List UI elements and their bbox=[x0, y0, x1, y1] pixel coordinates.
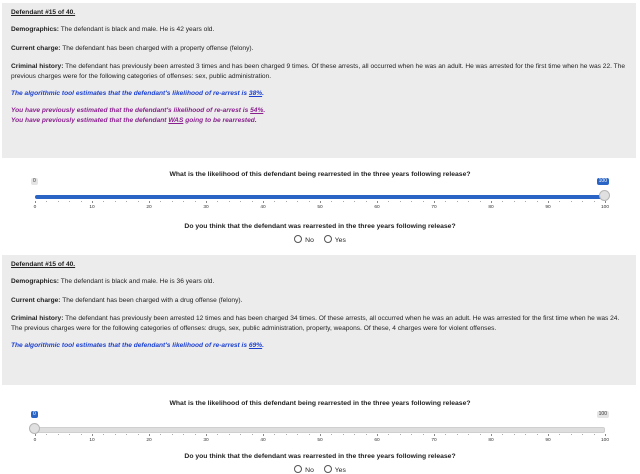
rearrest-question-2 bbox=[0, 453, 640, 474]
rearrest-question-text: Do you think that the defendant was rearrested in the three years following release? bbox=[184, 223, 456, 230]
slider-minor-tick bbox=[582, 434, 583, 435]
likelihood-question-2: What is the likelihood of this defendant being rearrested in the three years following release? bbox=[169, 400, 471, 407]
slider-tick bbox=[149, 201, 150, 203]
history-text: The defendant has previously been arrested 12 times and has been charged 34 times. Of these arrests, all occurred when he was an adult. He was arrested for the first time when he was 24. The previous charges were for the following categories of offenses: drugs, sex, public administration, property, weapons. Of these, 4 charges were for violent offenses. bbox=[11, 315, 620, 332]
slider-minor-tick bbox=[411, 201, 412, 202]
slider-tick-label: 100 bbox=[600, 205, 610, 210]
slider-tick bbox=[92, 201, 93, 203]
slider-minor-tick bbox=[46, 434, 47, 435]
slider-minor-tick bbox=[297, 434, 298, 435]
previous-rearrest-prefix: You have previously estimated that the defendant bbox=[11, 117, 167, 124]
slider-tick-label: 50 bbox=[317, 438, 323, 443]
yes-option[interactable] bbox=[324, 235, 346, 244]
slider-tick bbox=[434, 434, 435, 436]
slider-tick bbox=[149, 434, 150, 436]
slider-minor-tick bbox=[480, 201, 481, 202]
slider-minor-tick bbox=[286, 201, 287, 202]
slider-minor-tick bbox=[81, 201, 82, 202]
slider-minor-tick bbox=[388, 201, 389, 202]
slider-minor-tick bbox=[423, 434, 424, 435]
slider-minor-tick bbox=[366, 201, 367, 202]
slider-minor-tick bbox=[286, 434, 287, 435]
slider-minor-tick bbox=[445, 201, 446, 202]
demographics-row bbox=[11, 25, 627, 35]
slider-minor-tick bbox=[309, 434, 310, 435]
slider-tick bbox=[548, 434, 549, 436]
previous-estimate: You have previously estimated that the defendant's likelihood of re-arrest is 54%. bbox=[11, 107, 266, 114]
slider-tick-label: 100 bbox=[600, 438, 610, 443]
slider-tick bbox=[92, 434, 93, 436]
previous-rearrest bbox=[11, 116, 627, 126]
slider-minor-tick bbox=[343, 201, 344, 202]
algorithm-estimate-text: The algorithmic tool estimates that the defendant's likelihood of re-arrest is bbox=[11, 342, 248, 349]
no-label: No bbox=[305, 467, 314, 474]
slider-minor-tick bbox=[297, 201, 298, 202]
slider-tick bbox=[320, 201, 321, 203]
slider-minor-tick bbox=[502, 434, 503, 435]
slider-minor-tick bbox=[183, 201, 184, 202]
slider-minor-tick bbox=[343, 434, 344, 435]
charge-text: The defendant has been charged with a drug offense (felony). bbox=[62, 296, 243, 304]
algorithm-estimate: The algorithmic tool estimates that the defendant's likelihood of re-arrest is 69%. bbox=[11, 342, 264, 349]
slider-minor-tick bbox=[81, 434, 82, 435]
slider-minor-tick bbox=[331, 434, 332, 435]
slider-minor-tick bbox=[514, 434, 515, 435]
slider-minor-tick bbox=[217, 434, 218, 435]
slider-minor-tick bbox=[252, 434, 253, 435]
previous-rearrest-word: WAS bbox=[168, 117, 184, 124]
yes-radio[interactable] bbox=[324, 465, 332, 473]
slider-minor-tick bbox=[411, 434, 412, 435]
charge-row bbox=[11, 44, 627, 54]
slider-tick-label: 70 bbox=[431, 205, 437, 210]
slider-tick-label: 10 bbox=[89, 438, 95, 443]
slider-minor-tick bbox=[468, 201, 469, 202]
slider-tick-label: 0 bbox=[33, 205, 37, 210]
yes-radio[interactable] bbox=[324, 235, 332, 243]
demographics-text: The defendant is black and male. He is 42 years old. bbox=[60, 26, 215, 33]
slider-tick bbox=[320, 434, 321, 436]
slider-tick-label: 20 bbox=[146, 205, 152, 210]
slider-minor-tick bbox=[138, 201, 139, 202]
slider-tick bbox=[206, 201, 207, 203]
yes-label: Yes bbox=[334, 467, 346, 474]
slider-tick bbox=[605, 201, 606, 203]
history-label: Criminal history: bbox=[11, 63, 64, 70]
slider-minor-tick bbox=[69, 201, 70, 202]
defendant-card-1 bbox=[2, 3, 636, 158]
slider-minor-tick bbox=[366, 434, 367, 435]
slider-minor-tick bbox=[582, 201, 583, 202]
defendant-card-2 bbox=[2, 255, 636, 385]
demographics-label: Demographics: bbox=[11, 26, 59, 33]
slider-min-label: 0 bbox=[33, 411, 36, 417]
slider-minor-tick bbox=[138, 434, 139, 435]
charge-label: Current charge: bbox=[11, 296, 61, 304]
slider-minor-tick bbox=[331, 201, 332, 202]
slider-minor-tick bbox=[172, 434, 173, 435]
slider-minor-tick bbox=[457, 201, 458, 202]
slider-minor-tick bbox=[559, 434, 560, 435]
slider-tick-label: 30 bbox=[203, 438, 209, 443]
slider-tick-label: 20 bbox=[146, 438, 152, 443]
demographics-label: Demographics: bbox=[11, 278, 59, 285]
history-label: Criminal history: bbox=[11, 315, 64, 322]
slider-minor-tick bbox=[354, 434, 355, 435]
slider-minor-tick bbox=[502, 201, 503, 202]
slider-minor-tick bbox=[309, 201, 310, 202]
defendant-title: Defendant #15 of 40. bbox=[11, 9, 76, 16]
slider-ticks bbox=[33, 434, 610, 446]
slider-tick-label: 50 bbox=[317, 205, 323, 210]
demographics-text: The defendant is black and male. He is 36 years old. bbox=[60, 278, 215, 285]
slider-minor-tick bbox=[69, 434, 70, 435]
slider-minor-tick bbox=[559, 201, 560, 202]
history-text: The defendant has previously been arrested 3 times and has been charged 9 times. Of these arrests, all occurred when he was an adult. He was arrested for the first time when he was 22. The previous charges were for the following categories of offenses: sex, public administration. bbox=[11, 63, 626, 80]
slider-minor-tick bbox=[571, 434, 572, 435]
previous-estimate-text: You have previously estimated that the defendant's likelihood of re-arrest is bbox=[11, 107, 249, 114]
slider-minor-tick bbox=[354, 201, 355, 202]
slider-tick bbox=[263, 201, 264, 203]
slider-minor-tick bbox=[115, 201, 116, 202]
slider-minor-tick bbox=[525, 434, 526, 435]
slider-max-label: 100 bbox=[598, 411, 607, 417]
algorithm-estimate: The algorithmic tool estimates that the defendant's likelihood of re-arrest is 38%. bbox=[11, 90, 264, 97]
slider-tick-label: 30 bbox=[203, 205, 209, 210]
slider-tick-label: 40 bbox=[260, 438, 266, 443]
slider-minor-tick bbox=[514, 201, 515, 202]
history-row bbox=[11, 314, 627, 333]
slider-minor-tick bbox=[400, 201, 401, 202]
slider-minor-tick bbox=[172, 201, 173, 202]
slider-tick bbox=[491, 201, 492, 203]
rearrest-question-text: Do you think that the defendant was rearrested in the three years following release? bbox=[184, 453, 456, 460]
slider-minor-tick bbox=[423, 201, 424, 202]
slider-tick-label: 40 bbox=[260, 205, 266, 210]
slider-track[interactable] bbox=[35, 195, 605, 199]
slider-minor-tick bbox=[160, 434, 161, 435]
likelihood-slider-2[interactable] bbox=[33, 411, 610, 449]
slider-minor-tick bbox=[126, 201, 127, 202]
slider-minor-tick bbox=[58, 201, 59, 202]
slider-minor-tick bbox=[457, 434, 458, 435]
likelihood-question-1: What is the likelihood of this defendant being rearrested in the three years following release? bbox=[169, 171, 471, 178]
rearrest-question-1 bbox=[0, 223, 640, 244]
slider-max-label: 100 bbox=[598, 178, 607, 184]
slider-tick-label: 80 bbox=[488, 205, 494, 210]
algorithm-estimate-value: 69% bbox=[248, 342, 263, 349]
slider-tick bbox=[206, 434, 207, 436]
slider-tick bbox=[35, 201, 36, 203]
slider-minor-tick bbox=[126, 434, 127, 435]
algorithm-estimate-text: The algorithmic tool estimates that the defendant's likelihood of re-arrest is bbox=[11, 90, 248, 97]
slider-tick-label: 0 bbox=[33, 438, 37, 443]
slider-minor-tick bbox=[229, 434, 230, 435]
slider-minor-tick bbox=[103, 434, 104, 435]
slider-minor-tick bbox=[594, 201, 595, 202]
slider-ticks bbox=[33, 201, 610, 213]
slider-tick-label: 60 bbox=[374, 205, 380, 210]
slider-min-label: 0 bbox=[33, 178, 36, 184]
slider-tick-label: 60 bbox=[374, 438, 380, 443]
slider-minor-tick bbox=[400, 434, 401, 435]
yes-label: Yes bbox=[334, 237, 346, 244]
slider-tick-label: 10 bbox=[89, 205, 95, 210]
slider-minor-tick bbox=[571, 201, 572, 202]
slider-tick bbox=[434, 201, 435, 203]
slider-minor-tick bbox=[183, 434, 184, 435]
previous-estimate-value: 54% bbox=[250, 107, 264, 114]
slider-minor-tick bbox=[240, 201, 241, 202]
slider-tick bbox=[377, 434, 378, 436]
slider-minor-tick bbox=[103, 201, 104, 202]
no-radio[interactable] bbox=[294, 235, 302, 243]
defendant-title: Defendant #15 of 40. bbox=[11, 261, 76, 268]
charge-label: Current charge: bbox=[11, 44, 61, 52]
slider-tick bbox=[491, 434, 492, 436]
slider-handle[interactable] bbox=[599, 190, 610, 201]
demographics-row bbox=[11, 277, 627, 287]
slider-tick-label: 70 bbox=[431, 438, 437, 443]
slider-minor-tick bbox=[229, 201, 230, 202]
slider-tick bbox=[377, 201, 378, 203]
slider-minor-tick bbox=[58, 434, 59, 435]
slider-minor-tick bbox=[195, 201, 196, 202]
slider-tick bbox=[548, 201, 549, 203]
slider-minor-tick bbox=[525, 201, 526, 202]
slider-tick-label: 90 bbox=[545, 438, 551, 443]
slider-tick bbox=[605, 434, 606, 436]
slider-minor-tick bbox=[274, 434, 275, 435]
slider-minor-tick bbox=[594, 434, 595, 435]
slider-minor-tick bbox=[445, 434, 446, 435]
slider-minor-tick bbox=[115, 434, 116, 435]
slider-handle[interactable] bbox=[29, 423, 40, 434]
slider-minor-tick bbox=[195, 434, 196, 435]
slider-minor-tick bbox=[388, 434, 389, 435]
no-option[interactable] bbox=[294, 235, 314, 244]
slider-track[interactable] bbox=[35, 427, 605, 433]
slider-tick bbox=[35, 434, 36, 436]
slider-tick-label: 80 bbox=[488, 438, 494, 443]
slider-minor-tick bbox=[274, 201, 275, 202]
slider-minor-tick bbox=[537, 201, 538, 202]
slider-tick-label: 90 bbox=[545, 205, 551, 210]
slider-minor-tick bbox=[468, 434, 469, 435]
slider-minor-tick bbox=[480, 434, 481, 435]
charge-row bbox=[11, 296, 627, 306]
slider-minor-tick bbox=[217, 201, 218, 202]
slider-minor-tick bbox=[252, 201, 253, 202]
slider-tick bbox=[263, 434, 264, 436]
charge-text: The defendant has been charged with a property offense (felony). bbox=[62, 44, 254, 52]
no-radio[interactable] bbox=[294, 465, 302, 473]
history-row bbox=[11, 62, 627, 81]
no-label: No bbox=[305, 237, 314, 244]
slider-minor-tick bbox=[537, 434, 538, 435]
slider-minor-tick bbox=[160, 201, 161, 202]
slider-minor-tick bbox=[240, 434, 241, 435]
previous-rearrest-suffix: going to be rearrested. bbox=[185, 117, 257, 124]
likelihood-slider-1[interactable] bbox=[33, 178, 610, 216]
algorithm-estimate-value: 38% bbox=[248, 90, 263, 97]
slider-minor-tick bbox=[46, 201, 47, 202]
